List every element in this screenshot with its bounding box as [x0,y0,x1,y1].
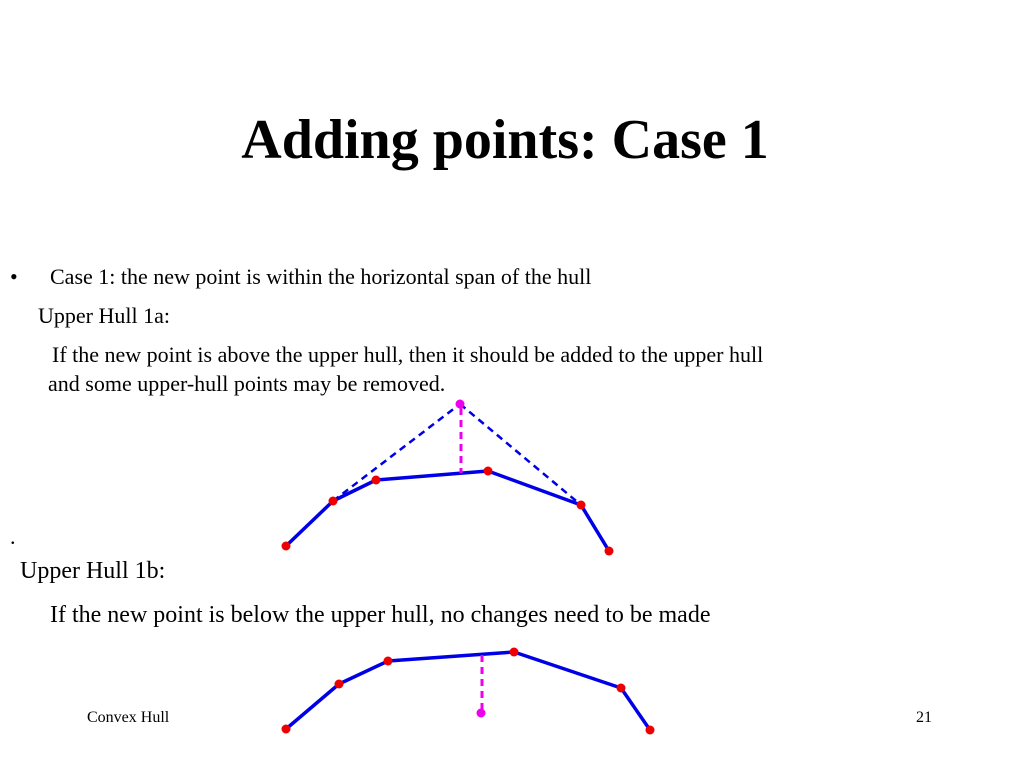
hull-point [484,467,493,476]
hull-point [646,726,655,735]
stray-period: . [10,524,16,549]
upper-hull-1b-text: If the new point is below the upper hull, no changes need to be made [50,602,711,628]
slide-title: Adding points: Case 1 [241,109,769,171]
hull-point [577,501,586,510]
hull-point [510,648,519,657]
upper-hull-1a-text-line2: and some upper-hull points may be removed. [48,371,446,396]
tangent-left-dashed-1a [333,404,460,501]
hull-point [329,497,338,506]
hull-point [617,684,626,693]
hull-point [372,476,381,485]
upper-hull-1b-polyline [286,652,650,730]
upper-hull-1a-polyline [286,471,609,551]
upper-hull-1a-text-line1: If the new point is above the upper hull, then it should be added to the upper hull [52,342,764,367]
hull-point [384,657,393,666]
page-number: 21 [916,709,932,726]
hull-point [282,725,291,734]
diagram-1a [282,400,614,556]
bullet-case-1-text: Case 1: the new point is within the horizontal span of the hull [50,264,592,289]
hull-point [282,542,291,551]
hull-point [605,547,614,556]
hull-point [335,680,344,689]
bullet-marker: • [10,264,18,289]
tangent-right-dashed-1a [460,404,581,505]
footer-left: Convex Hull [87,709,170,726]
upper-hull-1a-label: Upper Hull 1a: [38,303,170,328]
diagram-1b [282,648,655,735]
new-point-above [456,400,465,409]
new-point-below [477,709,486,718]
upper-hull-1b-label: Upper Hull 1b: [20,558,166,584]
